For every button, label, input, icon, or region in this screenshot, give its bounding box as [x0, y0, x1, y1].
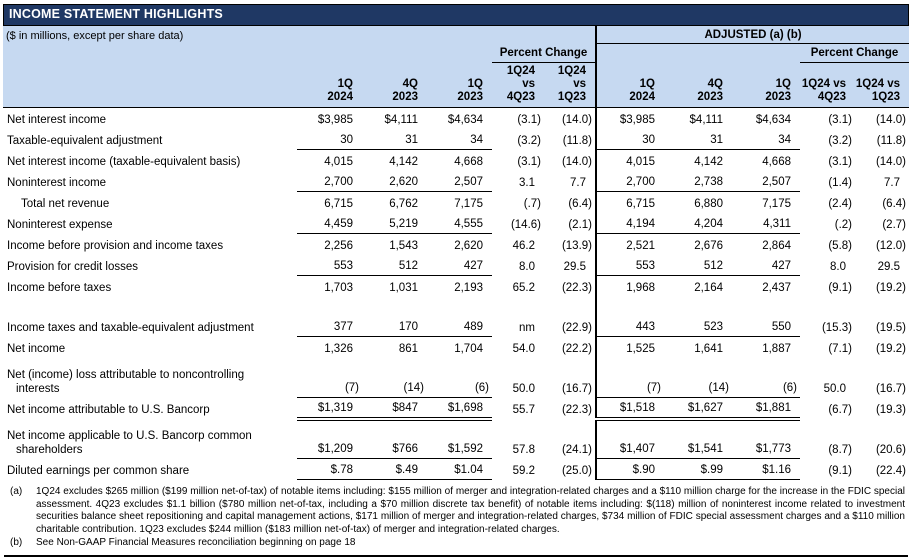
header-row-percent-change [3, 44, 909, 63]
column-header-1q23: 1Q 2023 [427, 63, 492, 108]
value-cell: 1,703 [297, 276, 362, 297]
value-cell: 4,204 [664, 213, 732, 234]
row-label: Net interest income [7, 113, 107, 126]
value-cell: 29.5 [855, 255, 909, 276]
value-cell: 2,164 [664, 276, 732, 297]
row-label: Noninterest income [7, 176, 107, 189]
value-cell: (3.1) [800, 108, 855, 129]
value-cell: 4,194 [596, 213, 664, 234]
table-row [3, 337, 909, 358]
table-row [3, 297, 909, 337]
value-cell: (6.4) [855, 192, 909, 213]
row-label-cell [3, 419, 297, 459]
value-cell: 2,864 [732, 234, 800, 255]
footnote-a [10, 486, 905, 536]
value-cell: (14) [664, 358, 732, 398]
value-cell: 59.2 [492, 459, 544, 480]
row-label: Income before provision and income taxes [7, 239, 224, 252]
value-cell: $1,407 [596, 419, 664, 459]
value-cell: (13.9) [544, 234, 596, 255]
row-label: Net (income) loss attributable to noncontrolling interests [7, 368, 245, 395]
value-cell: $4,111 [362, 108, 427, 129]
value-cell: 8.0 [800, 255, 855, 276]
value-cell: (3.1) [492, 150, 544, 171]
value-cell: 7.7 [544, 171, 596, 192]
value-cell: 427 [427, 255, 492, 276]
footnote-text: 1Q24 excludes $265 million ($199 million net-of-tax) of notable items including: $155 million of merger and integration-related charges and a $110 million charge for the increase in the FDIC special assessment. 4Q23 excludes $1.1 billion ($780 million net-of-tax, including a $70 million discrete tax benefit) of notable items including: $(118) million of noninterest income related to investment securities balance sheet repositioning and capital management actions, $171 million of merger and integration-related charges, $734 million of FDIC special assessment charges and a $110 million charitable contribution. 1Q23 excludes $244 million ($183 million net-of-tax) of merger and integration-related charges. [36, 486, 905, 535]
value-cell: 4,142 [664, 150, 732, 171]
column-header-1q24-vs-4q23: 1Q24 vs 4Q23 [492, 63, 544, 108]
value-cell: $847 [362, 398, 427, 419]
adjusted-section-header: ADJUSTED (a) (b) [596, 26, 909, 44]
value-cell: 1,641 [664, 337, 732, 358]
value-cell: 861 [362, 337, 427, 358]
column-header-adj-1q24-vs-1q23: 1Q24 vs 1Q23 [855, 63, 909, 108]
value-cell: 30 [596, 129, 664, 150]
value-cell: 2,256 [297, 234, 362, 255]
table-row [3, 459, 909, 480]
value-cell: (3.2) [800, 129, 855, 150]
value-cell: 512 [664, 255, 732, 276]
value-cell: 553 [297, 255, 362, 276]
table-body [3, 108, 909, 480]
value-cell: 4,555 [427, 213, 492, 234]
value-cell: (9.1) [800, 276, 855, 297]
bottom-divider [4, 555, 908, 557]
value-cell: 4,142 [362, 150, 427, 171]
row-label: Taxable-equivalent adjustment [7, 134, 163, 147]
value-cell: 2,700 [596, 171, 664, 192]
value-cell: 6,715 [596, 192, 664, 213]
value-cell: 4,015 [297, 150, 362, 171]
value-cell: $1,541 [664, 419, 732, 459]
value-cell: 6,762 [362, 192, 427, 213]
value-cell: 50.0 [492, 358, 544, 398]
value-cell: 553 [596, 255, 664, 276]
value-cell: $4,634 [427, 108, 492, 129]
row-label: Net income [7, 342, 66, 355]
value-cell: 65.2 [492, 276, 544, 297]
table-subtitle: ($ in millions, except per share data) [3, 26, 596, 44]
value-cell: (3.1) [492, 108, 544, 129]
value-cell: 170 [362, 297, 427, 337]
header-spacer [596, 44, 800, 63]
row-label: Income before taxes [7, 281, 112, 294]
row-label-cell [3, 234, 297, 255]
value-cell: 3.1 [492, 171, 544, 192]
value-cell: $1,592 [427, 419, 492, 459]
value-cell: 1,031 [362, 276, 427, 297]
value-cell: 7,175 [732, 192, 800, 213]
value-cell: 57.8 [492, 419, 544, 459]
value-cell: $1,698 [427, 398, 492, 419]
row-label: Diluted earnings per common share [7, 464, 190, 477]
row-label-cell [3, 129, 297, 150]
value-cell: 46.2 [492, 234, 544, 255]
value-cell: $3,985 [297, 108, 362, 129]
page-title: INCOME STATEMENT HIGHLIGHTS [3, 4, 909, 26]
value-cell: 2,620 [427, 234, 492, 255]
value-cell: 523 [664, 297, 732, 337]
value-cell: (11.8) [544, 129, 596, 150]
value-cell: (14.0) [855, 150, 909, 171]
value-cell: 2,193 [427, 276, 492, 297]
value-cell: 31 [362, 129, 427, 150]
row-label-cell [3, 150, 297, 171]
value-cell: $1,773 [732, 419, 800, 459]
row-label: Income taxes and taxable-equivalent adjustment [7, 321, 254, 334]
footnote-b [10, 537, 905, 550]
row-label-cell [3, 337, 297, 358]
value-cell: 512 [362, 255, 427, 276]
column-header-adj-1q24: 1Q 2024 [596, 63, 664, 108]
value-cell: 50.0 [800, 358, 855, 398]
table-row [3, 192, 909, 213]
value-cell: 2,676 [664, 234, 732, 255]
header-spacer [3, 44, 492, 63]
value-cell: 2,507 [732, 171, 800, 192]
value-cell: 427 [732, 255, 800, 276]
value-cell: 4,668 [427, 150, 492, 171]
row-label-cell [3, 297, 297, 337]
value-cell: 1,704 [427, 337, 492, 358]
value-cell: 1,887 [732, 337, 800, 358]
row-label-cell [3, 398, 297, 419]
value-cell: $1.04 [427, 459, 492, 480]
table-row [3, 108, 909, 129]
value-cell: (14.0) [855, 108, 909, 129]
header-row-adjusted [3, 26, 909, 44]
value-cell: 34 [427, 129, 492, 150]
value-cell: (22.3) [544, 276, 596, 297]
value-cell: 2,700 [297, 171, 362, 192]
value-cell: 55.7 [492, 398, 544, 419]
value-cell: 2,738 [664, 171, 732, 192]
value-cell: (3.1) [800, 150, 855, 171]
row-label-cell [3, 276, 297, 297]
value-cell: (6) [732, 358, 800, 398]
table-row [3, 255, 909, 276]
value-cell: $4,111 [664, 108, 732, 129]
row-label-cell [3, 255, 297, 276]
value-cell: (14) [362, 358, 427, 398]
value-cell: $.90 [596, 459, 664, 480]
percent-change-header-adjusted: Percent Change [800, 44, 909, 63]
value-cell: (22.9) [544, 297, 596, 337]
value-cell: (19.2) [855, 276, 909, 297]
value-cell: (16.7) [544, 358, 596, 398]
value-cell: 2,507 [427, 171, 492, 192]
row-label: Net income applicable to U.S. Bancorp common shareholders [7, 429, 252, 456]
table-row [3, 234, 909, 255]
value-cell: (7) [596, 358, 664, 398]
value-cell: (9.1) [800, 459, 855, 480]
value-cell: 30 [297, 129, 362, 150]
value-cell: $1,627 [664, 398, 732, 419]
row-label: Provision for credit losses [7, 260, 139, 273]
value-cell: (20.6) [855, 419, 909, 459]
footnote-marker: (b) [10, 537, 23, 548]
value-cell: $.78 [297, 459, 362, 480]
value-cell: (14.0) [544, 150, 596, 171]
row-label-cell [3, 171, 297, 192]
value-cell: (16.7) [855, 358, 909, 398]
value-cell: $.99 [664, 459, 732, 480]
table-row [3, 129, 909, 150]
value-cell: 1,968 [596, 276, 664, 297]
table-row [3, 276, 909, 297]
column-header-adj-1q23: 1Q 2023 [732, 63, 800, 108]
value-cell: 7,175 [427, 192, 492, 213]
footnote-marker: (a) [10, 486, 23, 497]
percent-change-header-gaap: Percent Change [492, 44, 596, 63]
value-cell: 1,525 [596, 337, 664, 358]
table-header [3, 26, 909, 108]
value-cell: 2,620 [362, 171, 427, 192]
row-label-cell [3, 459, 297, 480]
value-cell: $1,209 [297, 419, 362, 459]
column-header-adj-1q24-vs-4q23: 1Q24 vs 4Q23 [800, 63, 855, 108]
value-cell: 2,437 [732, 276, 800, 297]
value-cell: 4,459 [297, 213, 362, 234]
value-cell: 1,543 [362, 234, 427, 255]
value-cell: 54.0 [492, 337, 544, 358]
value-cell: 6,880 [664, 192, 732, 213]
column-header-4q23: 4Q 2023 [362, 63, 427, 108]
row-label-cell [3, 192, 297, 213]
value-cell: (19.5) [855, 297, 909, 337]
row-label: Net income attributable to U.S. Bancorp [7, 403, 210, 416]
value-cell: (12.0) [855, 234, 909, 255]
value-cell: (24.1) [544, 419, 596, 459]
value-cell: 29.5 [544, 255, 596, 276]
row-label: Net interest income (taxable-equivalent basis) [7, 155, 241, 168]
table-row [3, 398, 909, 419]
header-row-quarters [3, 63, 909, 108]
value-cell: $4,634 [732, 108, 800, 129]
value-cell: (7) [297, 358, 362, 398]
value-cell: (5.8) [800, 234, 855, 255]
value-cell: (22.3) [544, 398, 596, 419]
value-cell: (22.2) [544, 337, 596, 358]
value-cell: 7.7 [855, 171, 909, 192]
column-header-1q24-vs-1q23: 1Q24 vs 1Q23 [544, 63, 596, 108]
table-row [3, 419, 909, 459]
row-label: Total net revenue [21, 197, 110, 210]
value-cell: 489 [427, 297, 492, 337]
value-cell: 34 [732, 129, 800, 150]
value-cell: 2,521 [596, 234, 664, 255]
value-cell: (15.3) [800, 297, 855, 337]
row-label-cell [3, 108, 297, 129]
value-cell: $.49 [362, 459, 427, 480]
value-cell: 4,015 [596, 150, 664, 171]
value-cell: (25.0) [544, 459, 596, 480]
header-spacer [3, 63, 297, 108]
value-cell: (2.4) [800, 192, 855, 213]
footnotes [3, 486, 909, 550]
value-cell: (.7) [492, 192, 544, 213]
value-cell: (14.0) [544, 108, 596, 129]
value-cell: (11.8) [855, 129, 909, 150]
value-cell: $1,881 [732, 398, 800, 419]
value-cell: (6) [427, 358, 492, 398]
value-cell: $1,319 [297, 398, 362, 419]
column-header-1q24: 1Q 2024 [297, 63, 362, 108]
value-cell: (2.1) [544, 213, 596, 234]
value-cell: 443 [596, 297, 664, 337]
value-cell: (3.2) [492, 129, 544, 150]
value-cell: (1.4) [800, 171, 855, 192]
value-cell: (19.2) [855, 337, 909, 358]
value-cell: 1,326 [297, 337, 362, 358]
income-statement-table [3, 26, 909, 480]
value-cell: (14.6) [492, 213, 544, 234]
value-cell: 377 [297, 297, 362, 337]
value-cell: (.2) [800, 213, 855, 234]
value-cell: 4,668 [732, 150, 800, 171]
value-cell: (6.7) [800, 398, 855, 419]
table-row [3, 150, 909, 171]
value-cell: $1,518 [596, 398, 664, 419]
row-label-cell [3, 358, 297, 398]
value-cell: 5,219 [362, 213, 427, 234]
value-cell: $3,985 [596, 108, 664, 129]
value-cell: 8.0 [492, 255, 544, 276]
table-row [3, 213, 909, 234]
value-cell: (22.4) [855, 459, 909, 480]
table-row [3, 171, 909, 192]
value-cell: (6.4) [544, 192, 596, 213]
value-cell: 4,311 [732, 213, 800, 234]
table-row [3, 358, 909, 398]
row-label: Noninterest expense [7, 218, 113, 231]
value-cell: $766 [362, 419, 427, 459]
footnote-text: See Non-GAAP Financial Measures reconciliation beginning on page 18 [36, 537, 356, 548]
value-cell: 550 [732, 297, 800, 337]
value-cell: (2.7) [855, 213, 909, 234]
value-cell: 6,715 [297, 192, 362, 213]
row-label-cell [3, 213, 297, 234]
value-cell: (7.1) [800, 337, 855, 358]
value-cell: (19.3) [855, 398, 909, 419]
value-cell: $1.16 [732, 459, 800, 480]
value-cell: (8.7) [800, 419, 855, 459]
value-cell: nm [492, 297, 544, 337]
column-header-adj-4q23: 4Q 2023 [664, 63, 732, 108]
value-cell: 31 [664, 129, 732, 150]
